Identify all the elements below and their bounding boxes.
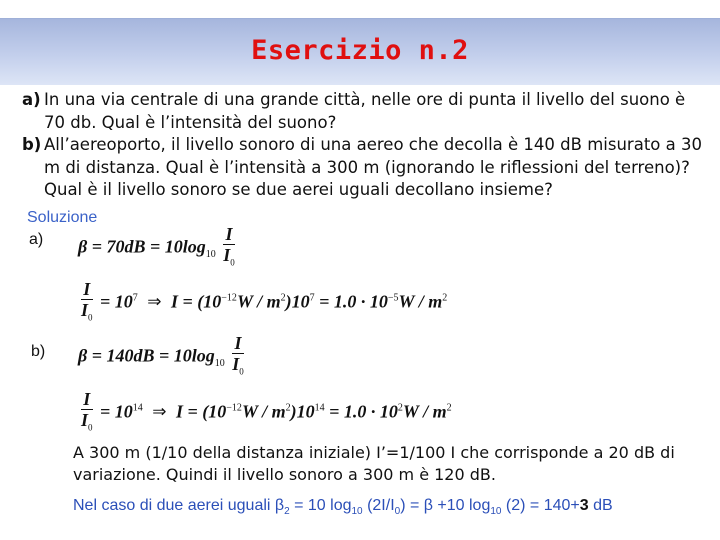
eq-b2-term3: W / m [241,401,286,422]
eq-b2-den-var: I [81,410,89,430]
eq-a2-exp5: −5 [387,292,399,304]
eq-b2-exp5: 2 [397,402,403,414]
eq-b2-term1: = 10 [100,401,133,422]
equation-b1 [78,333,247,382]
eq-a1-denominator [223,245,235,273]
eq-a1-numerator: I [223,224,235,245]
eq-b2-term4: )10 [290,401,315,422]
implies-arrow-icon: ⇒ [152,402,167,422]
eq-a2-term1: = 10 [100,291,133,312]
eq-a2-numerator: I [81,279,93,300]
solution-label: Soluzione [27,209,98,226]
final-part4: ) = β +10 log [400,497,491,514]
eq-b2-term2: I = (10 [176,401,227,422]
eq-b2-exp4: 14 [314,402,325,414]
eq-b2-exp3: 2 [285,402,291,414]
eq-b1-lhs: β = 140dB = 10log [78,345,215,366]
problem-item-a [22,89,702,134]
final-part1: Nel caso di due aerei uguali β [73,497,285,514]
eq-a1-den-var: I [223,245,231,265]
eq-b1-den-sub: 0 [239,366,244,377]
final-sub3: 0 [394,506,401,518]
eq-b2-exp2: −12 [226,402,242,414]
equation-b2 [78,389,452,438]
eq-b2-fraction [81,389,93,438]
eq-b1-numerator: I [232,333,244,354]
eq-a2-exp6: 2 [442,292,448,304]
eq-a1-lhs: β = 70dB = 10log [78,236,206,257]
final-part6: 3 [579,497,589,514]
eq-b1-denominator [232,354,244,382]
slide-header [0,18,720,85]
eq-a2-exp3: 2 [280,292,286,304]
conclusion-text: A 300 m (1/10 della distanza iniziale) I’=1/100 I che corrisponde a 20 dB di variazione. Quindi il livello sonoro a 300 m è 120 dB. [73,443,675,484]
problem-b-tag: b) [22,135,42,154]
eq-b1-den-var: I [232,354,240,374]
equation-a1 [78,224,238,273]
eq-a2-term3: W / m [236,291,281,312]
final-part7: dB [588,497,613,514]
problem-statement [22,89,702,202]
eq-a2-term4: )10 [285,291,310,312]
final-sub4: 10 [490,506,502,518]
final-statement [73,497,613,517]
eq-a2-term6: W / m [398,291,443,312]
eq-a1-den-sub: 0 [230,257,235,268]
eq-a2-exp2: −12 [221,292,237,304]
eq-b1-fraction [232,333,244,382]
eq-a2-term5: = 1.0 · 10 [314,291,388,312]
eq-a1-log-base: 10 [205,249,216,261]
problem-b-text: All’aereoporto, il livello sonoro di una aereo che decolla è 140 dB misurato a 30 m di distanza. Qual è l’intensità a 300 m (ignorando le riflessioni del terreno)? Qual è il livello sonoro se due aerei uguali decollano insieme? [44,135,702,199]
eq-a2-fraction [81,279,93,328]
final-part5: (2) = 140+ [501,497,580,514]
slide-title: Esercizio n.2 [251,35,469,66]
final-part3: (2I/I [362,497,395,514]
final-part2: = 10 log [289,497,352,514]
implies-arrow-icon: ⇒ [147,292,162,312]
eq-b2-den-sub: 0 [88,422,93,433]
equation-a2 [78,279,447,328]
eq-a2-den-sub: 0 [88,312,93,323]
eq-b2-term5: = 1.0 · 10 [324,401,398,422]
eq-a2-denominator [81,300,93,328]
eq-b2-denominator [81,410,93,438]
problem-a-tag: a) [22,90,41,109]
problem-item-b [22,134,702,202]
eq-b1-log-base: 10 [214,358,225,370]
part-b-label: b) [31,343,46,360]
eq-b2-term6: W / m [402,401,447,422]
final-sub2: 10 [351,506,363,518]
eq-a2-exp4: 7 [309,292,315,304]
eq-b2-numerator: I [81,389,93,410]
eq-a2-den-var: I [81,300,89,320]
eq-b2-exp1: 14 [132,402,143,414]
part-a-label: a) [29,231,44,248]
final-sub1: 2 [284,506,290,518]
problem-a-text: In una via centrale di una grande città, nelle ore di punta il livello del suono è 70 db. Qual è l’intensità del suono? [44,90,686,132]
eq-b2-exp6: 2 [446,402,452,414]
eq-a1-fraction [223,224,235,273]
eq-a2-term2: I = (10 [171,291,222,312]
eq-a2-exp1: 7 [132,292,138,304]
